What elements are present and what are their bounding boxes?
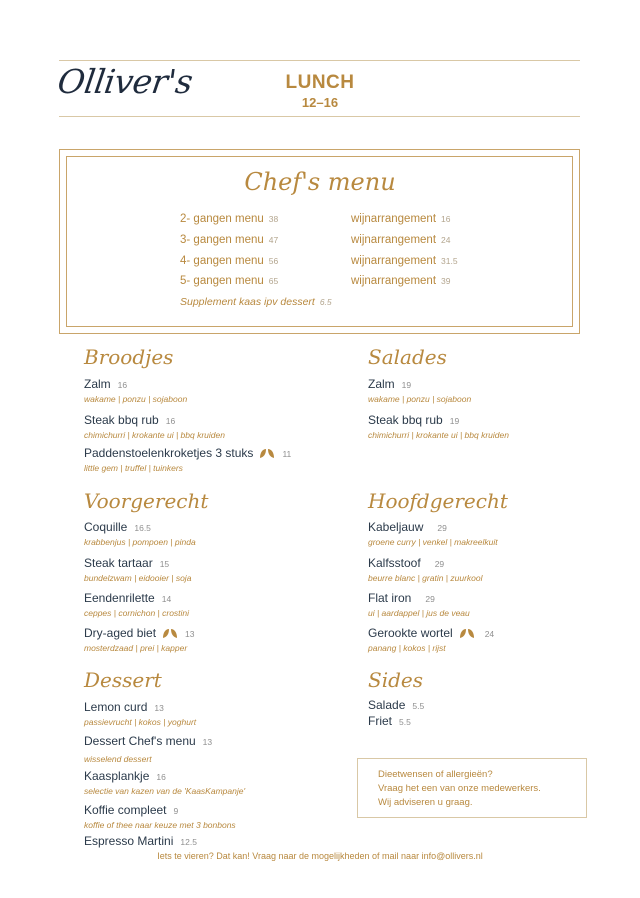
item-description: wakame | ponzu | sojaboon [84,394,188,404]
menu-item [84,377,187,405]
menu-item [84,626,195,654]
course-price: 38 [268,214,279,224]
item-name: Dry-aged biet [84,626,157,640]
item-name: Kabeljauw [368,520,424,534]
cheese-supplement [180,296,332,308]
chefs-wine-5 [351,275,450,287]
logo: Olliver's [55,62,195,101]
lunch-hours: 12–16 [301,95,339,110]
menu-item [84,591,189,619]
item-description: koffie of thee naar keuze met 3 bonbons [84,820,236,830]
item-price: 29 [437,523,447,533]
item-name: Friet [368,714,392,728]
item-price: 15 [159,559,170,569]
item-price: 12.5 [180,837,197,847]
item-price: 16 [117,380,128,390]
course-label: 4- gangen menu [180,255,264,267]
item-description: krabbenjus | pompoen | pinda [84,537,196,547]
item-name: Kalfsstoof [368,556,421,570]
item-description: passievrucht | kokos | yoghurt [84,717,197,727]
item-description: beurre blanc | gratin | zuurkool [368,573,483,583]
chefs-course-3 [180,234,278,246]
item-name: Lemon curd [84,700,148,714]
header-top-rule [59,60,580,61]
item-name: Gerookte wortel [368,626,453,640]
course-label: 2- gangen menu [180,213,264,225]
footer-note: Iets te vieren? Dat kan! Vraag naar de mogelijkheden of mail naar info@ollivers.nl [157,851,483,861]
course-price: 47 [268,235,279,245]
menu-item [368,377,471,405]
supplement-price: 6.5 [319,297,332,307]
section-title-hoofdgerecht: Hoofdgerecht [368,489,508,513]
menu-item [368,413,509,441]
item-name: Paddenstoelenkroketjes 3 stuks [84,446,254,460]
item-price: 16 [156,772,166,782]
item-name: Eendenrilette [84,591,155,605]
chefs-course-2 [180,213,278,225]
menu-item [84,803,236,831]
item-name: Steak bbq rub [84,413,159,427]
menu-item [368,714,411,730]
item-name: Coquille [84,520,128,534]
allergy-line: Dieetwensen of allergieën? [378,769,493,780]
item-price: 5.5 [412,701,425,711]
wine-price: 24 [441,235,451,245]
item-price: 29 [425,594,435,604]
item-price: 9 [173,806,179,816]
menu-item [368,698,424,714]
item-price: 16 [165,416,176,426]
header-bottom-rule [59,116,580,117]
item-price: 16.5 [134,523,151,533]
item-price: 19 [401,380,412,390]
item-price: 24 [484,629,495,639]
wine-price: 31.5 [441,256,458,266]
item-price: 5.5 [399,717,411,727]
item-name: Dessert Chef's menu [84,734,196,748]
item-name: Koffie compleet [84,803,167,817]
chefs-course-4 [180,255,278,267]
item-price: 29 [434,559,445,569]
item-name: Espresso Martini [84,834,174,848]
page-title: LUNCH [285,72,355,93]
item-description: chimichurri | krokante ui | bbq kruiden [84,430,225,440]
menu-item [84,520,196,548]
item-price: 13 [185,629,195,639]
wine-price: 16 [441,214,451,224]
section-title-dessert: Dessert [84,668,162,692]
supplement-label: Supplement kaas ipv dessert [180,296,315,308]
section-title-salades: Salades [368,345,447,369]
item-name: Steak bbq rub [368,413,443,427]
allergy-line: Wij adviseren u graag. [378,797,473,808]
leaf-icon [162,628,178,639]
item-description: chimichurri | krokante ui | bbq kruiden [368,430,509,440]
item-description: panang | kokos | rijst [368,643,446,653]
chefs-wine-4 [351,255,458,267]
item-description: bundelzwam | eidooier | soja [84,573,192,583]
allergy-notice [357,758,587,818]
allergy-line: Vraag het een van onze medewerkers. [378,783,541,794]
item-price: 14 [161,594,172,604]
menu-item [84,834,197,850]
course-label: 5- gangen menu [180,275,264,287]
leaf-icon [259,448,275,459]
item-price: 13 [154,703,164,713]
menu-item [84,556,191,584]
item-name: Flat iron [368,591,412,605]
wine-label: wijnarrangement [351,213,437,225]
course-price: 56 [268,256,279,266]
menu-item [368,520,498,548]
section-title-broodjes: Broodjes [84,345,174,369]
menu-item [84,446,291,474]
menu-item [368,626,494,654]
leaf-icon [459,628,475,639]
item-price: 11 [282,449,292,459]
item-name: Salade [368,698,406,712]
menu-item [84,734,212,765]
section-title-sides: Sides [368,668,423,692]
menu-item [368,556,483,584]
item-name: Kaasplankje [84,769,150,783]
item-description: mosterdzaad | prei | kapper [84,643,188,653]
menu-item [84,700,196,728]
chefs-menu-title: Chef's menu [244,168,396,196]
item-description: little gem | truffel | tuinkers [84,463,183,473]
section-title-voorgerecht: Voorgerecht [84,489,209,513]
item-description: wakame | ponzu | sojaboon [368,394,472,404]
item-name: Zalm [84,377,111,391]
item-description: ui | aardappel | jus de veau [368,608,470,618]
chefs-wine-3 [351,234,450,246]
wine-label: wijnarrangement [351,234,437,246]
wine-label: wijnarrangement [351,255,437,267]
menu-item [368,591,470,619]
item-description: wisselend dessert [84,754,152,764]
item-price: 13 [202,737,213,747]
menu-item [84,769,245,797]
item-description: selectie van kazen van de 'KaasKampanje' [84,786,246,796]
item-description: ceppes | cornichon | crostini [84,608,190,618]
wine-price: 39 [441,276,451,286]
menu-item [84,413,225,441]
chefs-course-5 [180,275,278,287]
item-description: groene curry | venkel | makreelkuit [368,537,498,547]
item-name: Steak tartaar [84,556,153,570]
wine-label: wijnarrangement [351,275,437,287]
course-price: 65 [268,276,279,286]
item-price: 19 [449,416,460,426]
item-name: Zalm [368,377,395,391]
course-label: 3- gangen menu [180,234,264,246]
chefs-wine-2 [351,213,450,225]
